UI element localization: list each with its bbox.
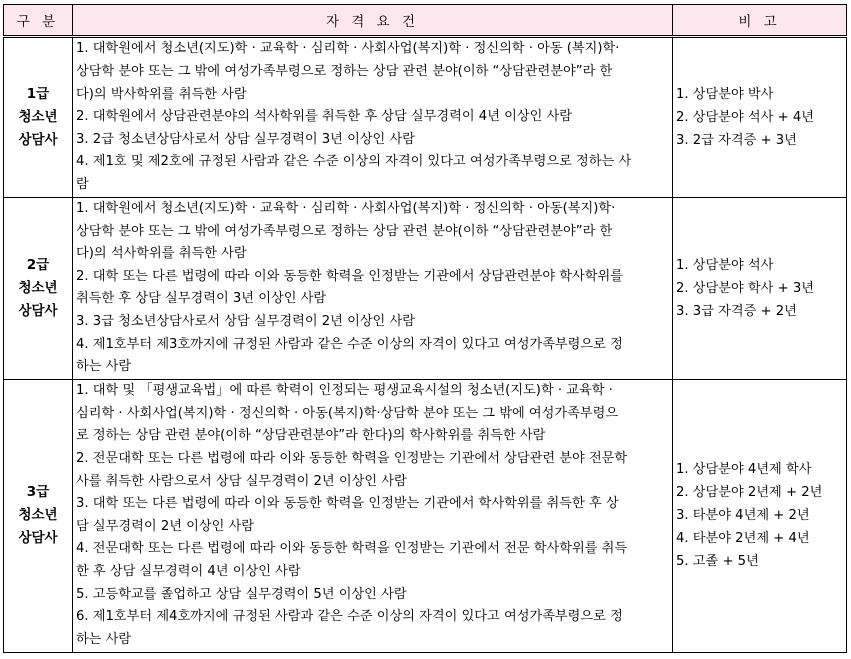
grade-label: 2급 xyxy=(26,256,50,273)
remarks-cell xyxy=(673,379,847,652)
remark-line: 3. 3급 자격증 + 2년 xyxy=(676,303,797,319)
requirement-line: 1. 대학원에서 청소년(지도)학 · 교육학 · 심리학 · 사회사업(복지)학 · 정신의학 · 아동(복지)학· xyxy=(76,201,616,216)
grade-label: 1급 xyxy=(26,86,50,102)
remark-line: 4. 타분야 2년제 + 4년 xyxy=(676,531,810,547)
requirement-line: 다)의 석사학위를 취득한 사람 xyxy=(76,246,247,262)
requirement-line: 로 정하는 상담 관련 분야(이하 “상담관련분야”라 한다)의 학사학위를 취득한 사람 xyxy=(76,428,546,444)
requirements-cell xyxy=(73,379,673,652)
header-row xyxy=(4,5,847,37)
grade-label: 청소년 xyxy=(18,109,58,125)
grade-cell xyxy=(4,198,73,380)
remark-line: 1. 상담분야 4년제 학사 xyxy=(676,462,812,478)
grade-cell xyxy=(4,37,73,198)
remark-line: 1. 상담분야 석사 xyxy=(676,257,774,273)
requirement-line: 2. 대학원에서 상담관련분야의 석사학위를 취득한 후 상담 실무경력이 4년 이상인 사람 xyxy=(76,109,573,125)
table-row-grade-1 xyxy=(4,37,847,198)
requirement-line: 1. 대학 및 「평생교육법」에 따른 학력이 인정되는 평생교육시설의 청소년(지도)학 · 교육학 · xyxy=(76,383,613,399)
requirement-line: 3. 2급 청소년상담사로서 상담 실무경력이 3년 이상인 사람 xyxy=(76,131,415,147)
requirements-cell xyxy=(73,37,673,198)
requirement-line: 하는 사람 xyxy=(76,359,132,375)
grade-label: 상담사 xyxy=(18,530,58,547)
grade-label: 청소년 xyxy=(18,279,58,296)
requirement-line: 하는 사람 xyxy=(76,631,132,647)
remark-line: 3. 타분야 4년제 + 2년 xyxy=(676,508,810,524)
qualification-table xyxy=(3,4,847,653)
remark-line: 3. 2급 자격증 + 3년 xyxy=(676,133,797,148)
grade-cell xyxy=(4,379,73,652)
header-category: 구 분 xyxy=(4,5,73,37)
remark-line: 5. 고졸 + 5년 xyxy=(676,554,759,570)
requirement-line: 사를 취득한 사람으로서 상담 실무경력이 2년 이상인 사람 xyxy=(76,473,407,489)
remark-line: 1. 상담분야 박사 xyxy=(676,87,774,102)
table-row-grade-2 xyxy=(4,198,847,380)
requirement-line: 3. 3급 청소년상담사로서 상담 실무경력이 2년 이상인 사람 xyxy=(76,313,415,329)
requirements-cell xyxy=(73,198,673,380)
grade-label: 3급 xyxy=(26,484,50,501)
requirement-line: 심리학 · 사회사업(복지)학 · 정신의학 · 아동(복지)학·상담학 분야 또는 그 밖에 여성가족부령으 xyxy=(76,405,619,421)
requirement-line: 다)의 박사학위를 취득한 사람 xyxy=(76,86,247,102)
remarks-cell xyxy=(673,37,847,198)
qualification-table-container xyxy=(3,4,846,653)
requirement-line: 담 실무경력이 2년 이상인 사람 xyxy=(76,518,255,534)
header-requirements: 자 격 요 건 xyxy=(73,5,673,37)
remark-line: 2. 상담분야 학사 + 3년 xyxy=(676,280,814,296)
requirement-line: 4. 제1호부터 제3호까지에 규정된 사람과 같은 수준 이상의 자격이 있다고 여성가족부령으로 정 xyxy=(76,336,623,352)
grade-label: 상담사 xyxy=(18,302,58,319)
grade-label: 상담사 xyxy=(18,132,58,148)
requirement-line: 4. 제1호 및 제2호에 규정된 사람과 같은 수준 이상의 자격이 있다고 여성가족부령으로 정하는 사 xyxy=(76,154,632,170)
remarks-cell xyxy=(673,198,847,380)
requirement-line: 상담학 분야 또는 그 밖에 여성가족부령으로 정하는 상담 관련 분야(이하 “상담관련분야”라 한 xyxy=(76,223,613,239)
requirement-line: 3. 대학 또는 다른 법령에 따라 이와 동등한 학력을 인정받는 기관에서 학사학위를 취득한 후 상 xyxy=(76,496,619,512)
remark-line: 2. 상담분야 석사 + 4년 xyxy=(676,110,814,125)
requirement-line: 람 xyxy=(76,176,89,192)
requirement-line: 2. 대학 또는 다른 법령에 따라 이와 동등한 학력을 인정받는 기관에서 상담관련분야 학사학위를 xyxy=(76,268,623,284)
remark-line: 2. 상담분야 2년제 + 2년 xyxy=(676,485,823,501)
requirement-line: 1. 대학원에서 청소년(지도)학 · 교육학 · 심리학 · 사회사업(복지)학 · 정신의학 · 아동 (복지)학· xyxy=(76,41,620,57)
requirement-line: 5. 고등학교를 졸업하고 상담 실무경력이 5년 이상인 사람 xyxy=(76,586,407,602)
requirement-line: 상담학 분야 또는 그 밖에 여성가족부령으로 정하는 상담 관련 분야(이하 “상담관련분야”라 한 xyxy=(76,64,613,80)
requirement-line: 2. 전문대학 또는 다른 법령에 따라 이와 동등한 학력을 인정받는 기관에서 상담관련 분야 전문학 xyxy=(76,450,628,466)
requirement-line: 한 후 상담 실무경력이 4년 이상인 사람 xyxy=(76,563,301,579)
requirement-line: 6. 제1호부터 제4호까지에 규정된 사람과 같은 수준 이상의 자격이 있다고 여성가족부령으로 정 xyxy=(76,609,623,625)
requirement-line: 취득한 후 상담 실무경력이 3년 이상인 사람 xyxy=(76,291,327,307)
requirement-line: 4. 전문대학 또는 다른 법령에 따라 이와 동등한 학력을 인정받는 기관에서 전문 학사학위를 취득 xyxy=(76,541,628,557)
table-row-grade-3 xyxy=(4,379,847,652)
header-remarks: 비 고 xyxy=(673,5,847,37)
grade-label: 청소년 xyxy=(18,507,58,524)
